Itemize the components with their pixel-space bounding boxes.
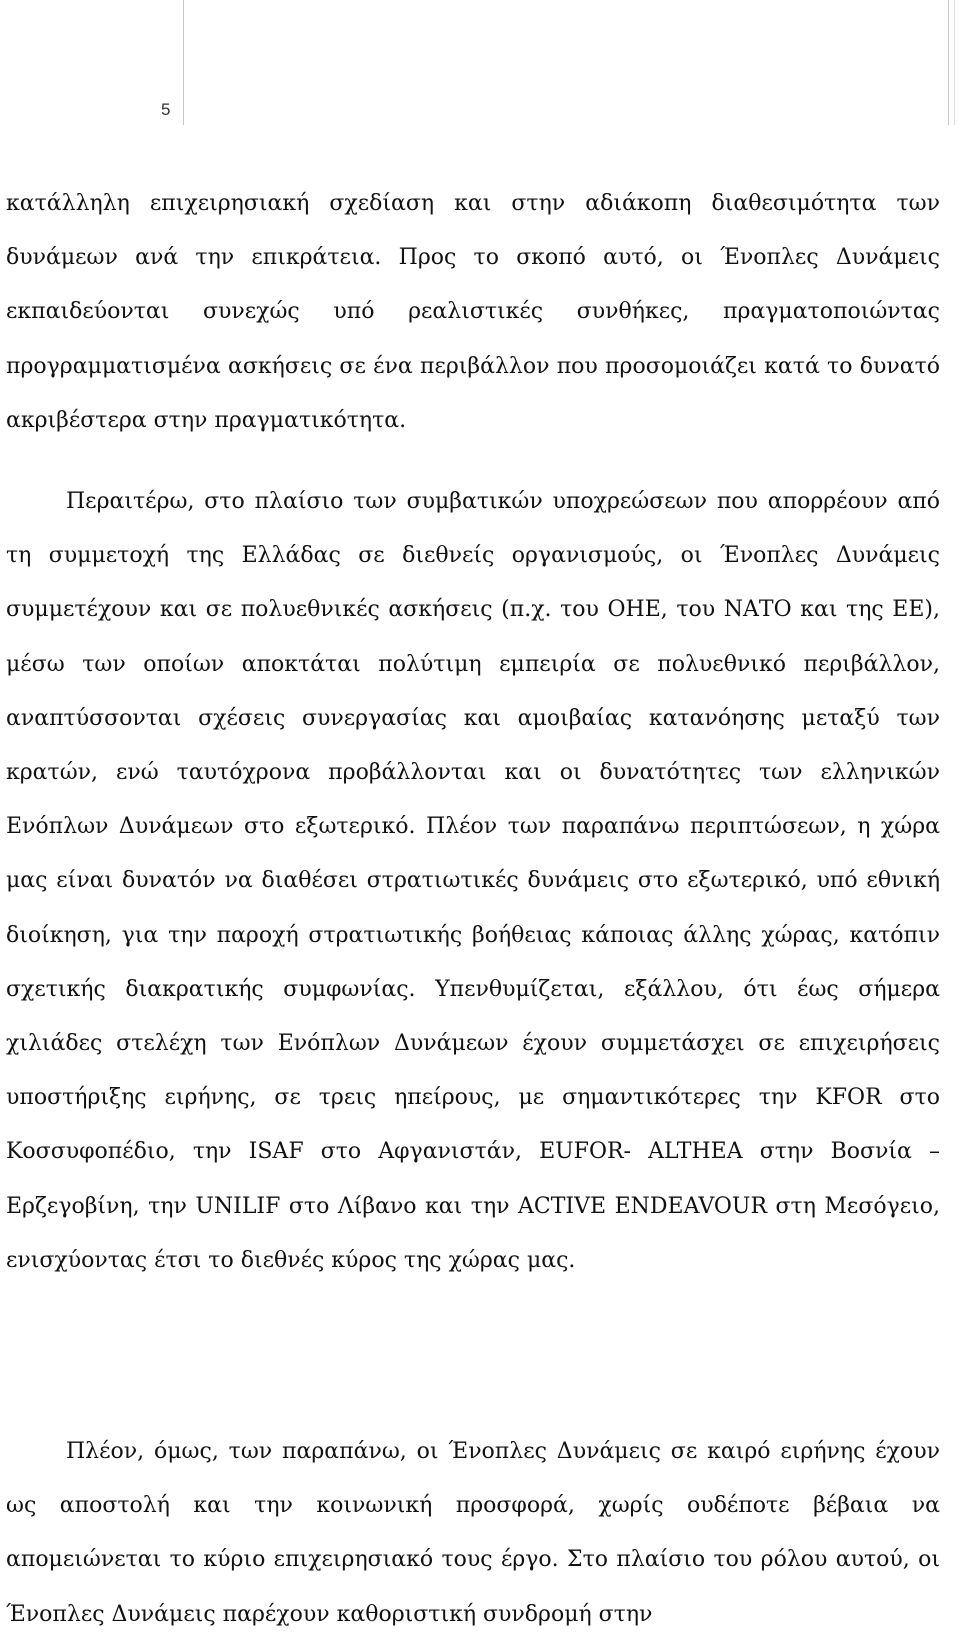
paragraph-international-exercises: Περαιτέρω, στο πλαίσιο των συμβατικών υποχρεώσεων που απορρέουν από τη συμμετοχή της Ελλάδας σε διεθνείς οργανισμούς, οι Ένοπλες Δυνάμεις συμμετέχουν και σε πολυεθνικές ασκήσεις (π.χ. του ΟΗΕ, του ΝΑΤΟ και της ΕΕ), μέσω των οποίων αποκτάται πολύτιμη εμπειρία σε πολυεθνικό περιβάλλον, αναπτύσσονται σχέσεις συνεργασίας και αμοιβαίας κατανόησης μεταξύ των κρατών, ενώ ταυτόχρονα προβάλλονται και οι δυνατότητες των ελληνικών Ενόπλων Δυνάμεων στο εξωτερικό. Πλέον των παραπάνω περιπτώσεων, η χώρα μας είναι δυνατόν να διαθέσει στρατιωτικές δυνάμεις στο εξωτερικό, υπό εθνική διοίκηση, για την παροχή στρατιωτικής βοήθειας κάποιας άλλης χώρας, κατόπιν σχετικής διακρατικής συμφωνίας. Υπενθυμίζεται, εξάλλου, ότι έως σήμερα χιλιάδες στελέχη των Ενόπλων Δυνάμεων έχουν συμμετάσχει σε επιχειρήσεις υποστήριξης ειρήνης, σε τρεις ηπείρους, με σημαντικότερες την KFOR στο Κοσσυφοπέδιο, την ISAF στο Αφγανιστάν, EUFOR- ALTHEA στην Βοσνία – Ερζεγοβίνη, την UNILIF στο Λίβανο και την ACTIVE ENDEAVOUR στη Μεσόγειο, ενισχύοντας έτσι το διεθνές κύρος της χώρας μας. — [6, 489, 940, 1273]
paragraph-social-contribution: Πλέον, όμως, των παραπάνω, οι Ένοπλες Δυνάμεις σε καιρό ειρήνης έχουν ως αποστολή και την κοινωνική προσφορά, χωρίς ουδέποτε βέβαια να απομειώνεται το κύριο επιχειρησιακό τους έργο. Στο πλαίσιο του ρόλου αυτού, οι Ένοπλες Δυνάμεις παρέχουν καθοριστική συνδρομή στην — [6, 1439, 940, 1627]
paragraph-continuation: κατάλληλη επιχειρησιακή σχεδίαση και στην αδιάκοπη διαθεσιμότητα των δυνάμεων ανά την επικράτεια. Προς το σκοπό αυτό, οι Ένοπλες Δυνάμεις εκπαιδεύονται συνεχώς υπό ρεαλιστικές συνθήκες, πραγματοποιώντας προγραμματισμένα ασκήσεις σε ένα περιβάλλον που προσομοιάζει κατά το δυνατό ακριβέστερα στην πραγματικότητα. — [6, 191, 940, 433]
header-divider-line — [183, 0, 184, 125]
margin-line-outer — [954, 0, 955, 125]
page-number: 5 — [161, 100, 171, 119]
margin-line — [948, 0, 949, 125]
